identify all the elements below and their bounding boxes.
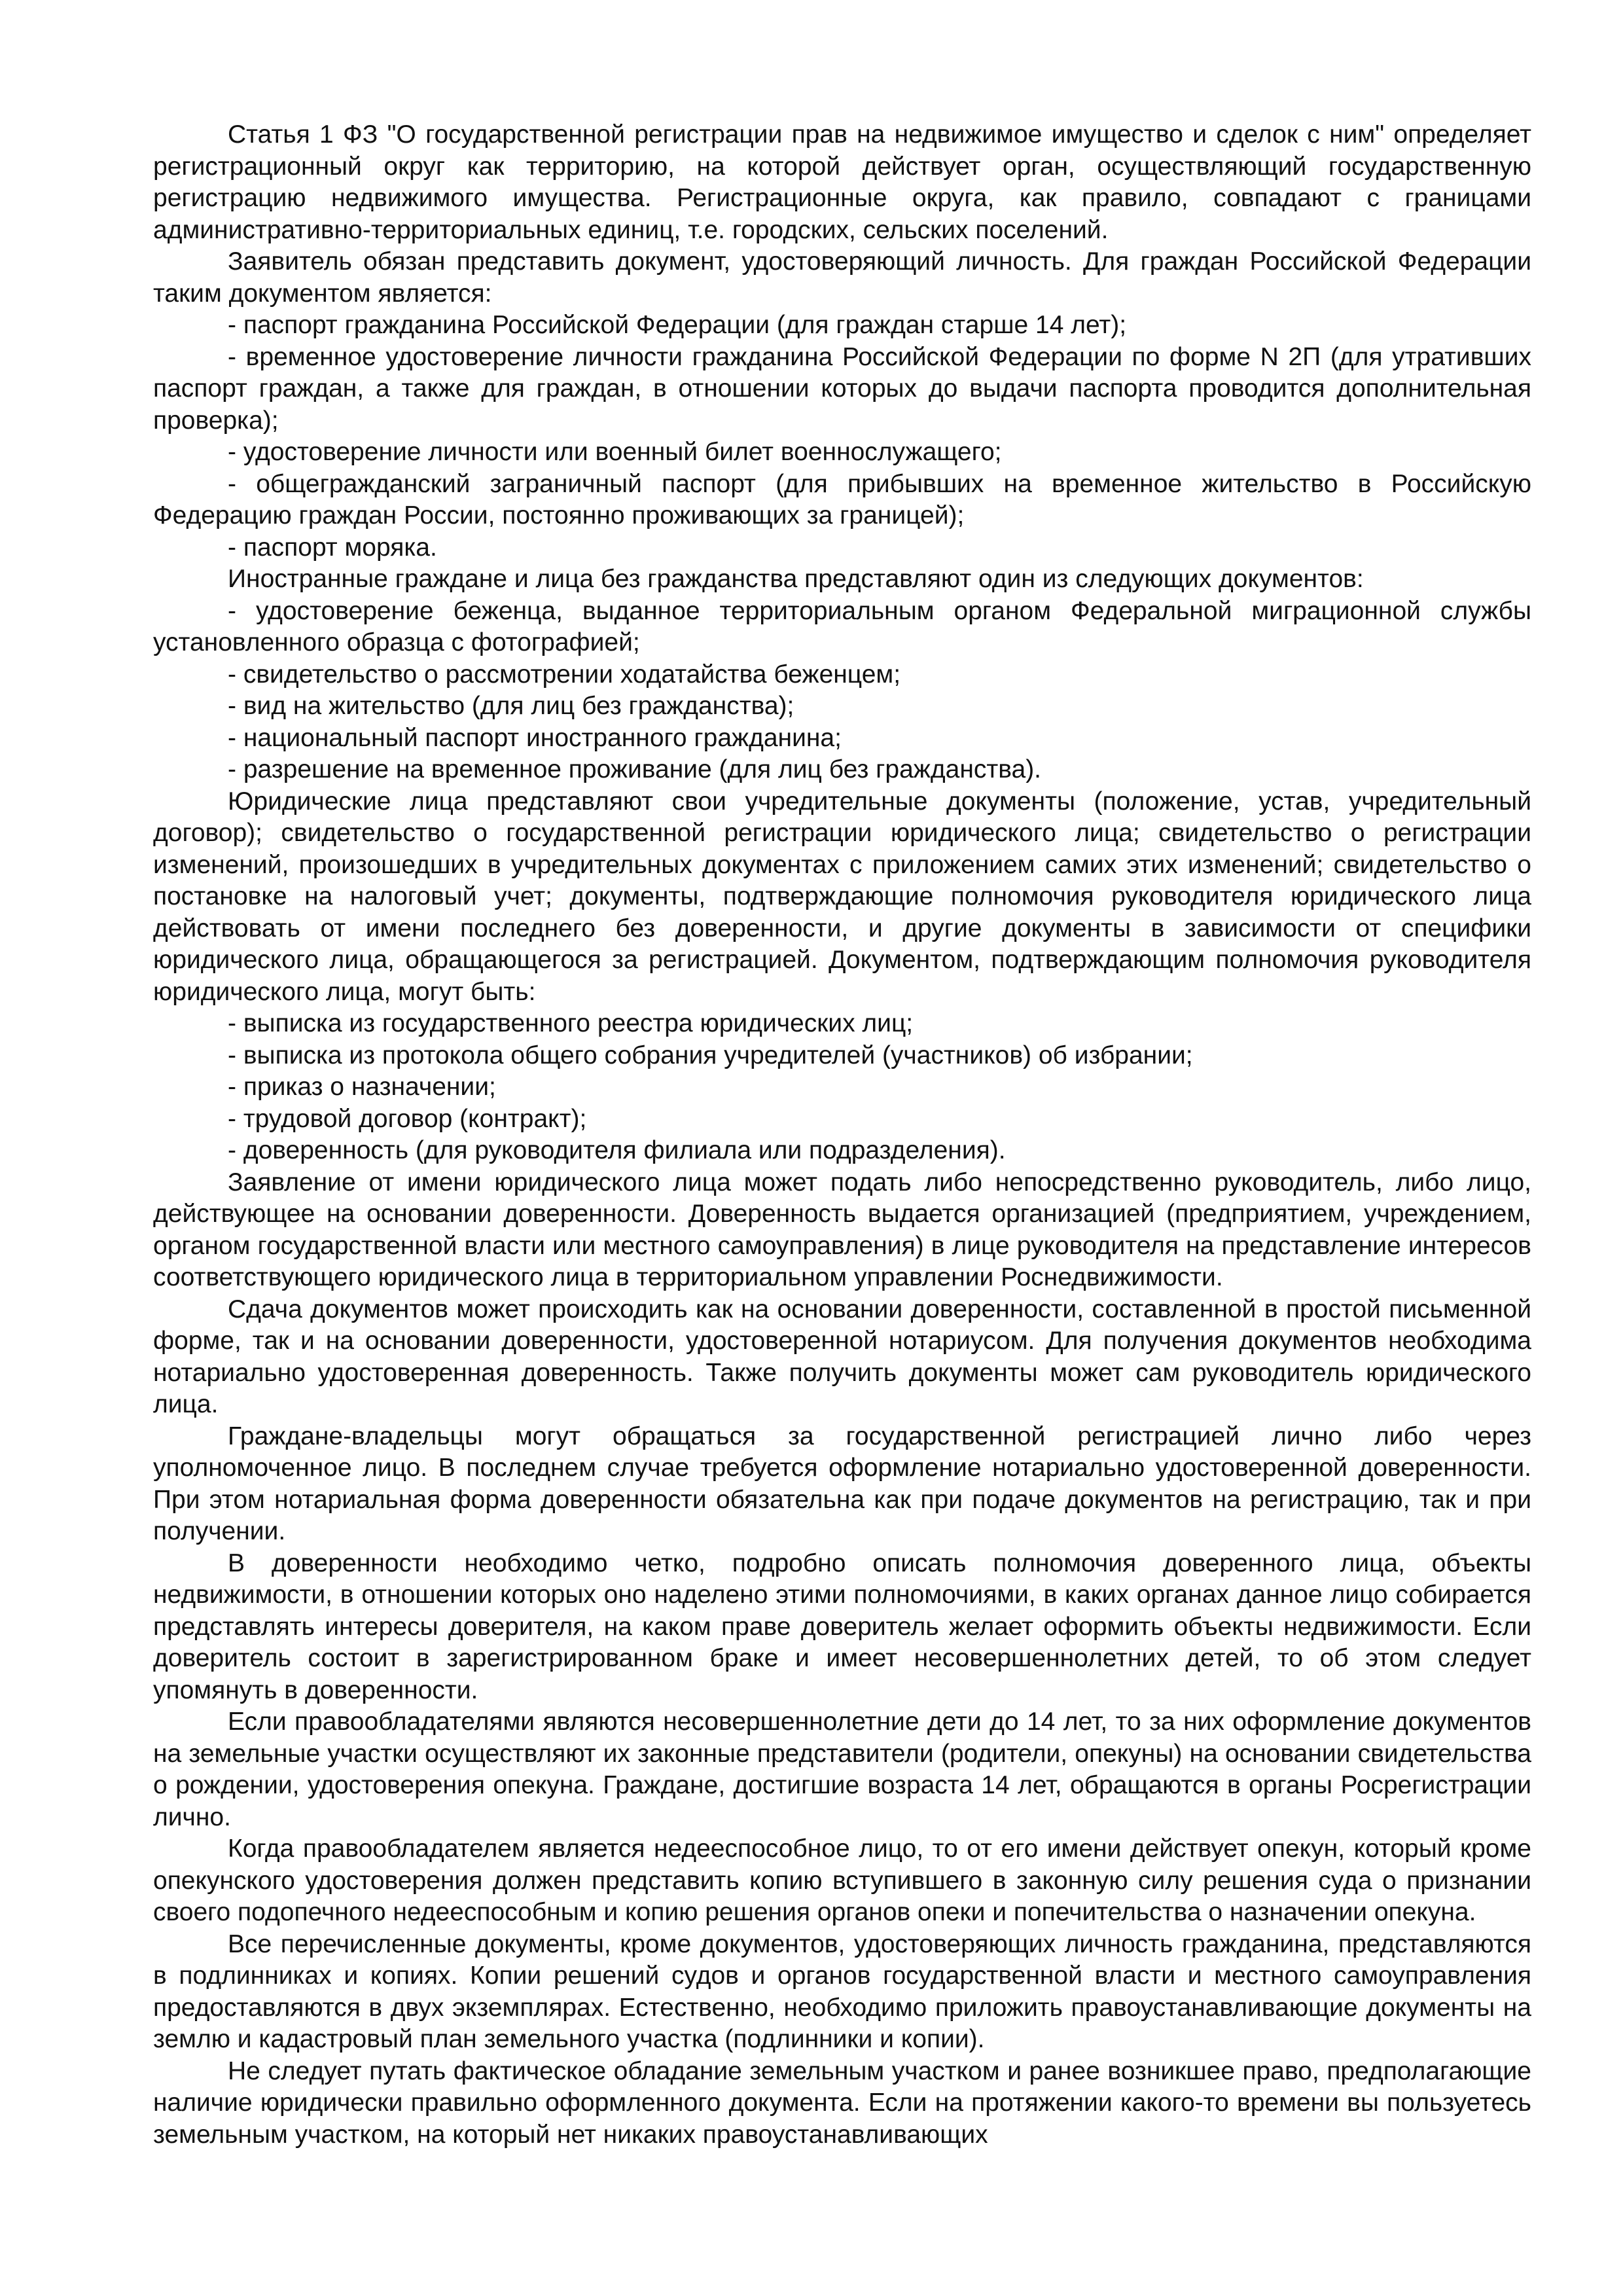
list-item: - приказ о назначении; xyxy=(228,1073,496,1101)
list-item: - временное удостоверение личности гражданина Российской Федерации по форме N 2П (для утративших паспорт граждан, а также для граждан, в отношении которых до выдачи паспорта проводится дополнительная проверка); xyxy=(153,342,1531,435)
paragraph-submission: Сдача документов может происходить как на основании доверенности, составленной в простой письменной форме, так и на основании доверенности, удостоверенной нотариусом. Для получения документов необходима нотариально удостоверенная доверенность. Также получить документы может сам руководитель юридического лица. xyxy=(153,1295,1531,1418)
document-body xyxy=(153,119,1531,2151)
paragraph-application: Заявление от имени юридического лица может подать либо непосредственно руководитель, либо лицо, действующее на основании доверенности. Доверенность выдается организацией (предприятием, учреждением, органом государственной власти или местного самоуправления) в лице руководителя на представление интересов соответствующего юридического лица в территориальном управлении Роснедвижимости. xyxy=(153,1168,1531,1291)
paragraph-owners: Граждане-владельцы могут обращаться за государственной регистрацией лично либо через уполномоченное лицо. В последнем случае требуется оформление нотариально удостоверенной доверенности. При этом нотариальная форма доверенности обязательна как при подаче документов на регистрацию, так и при получении. xyxy=(153,1422,1531,1545)
list-item: - вид на жительство (для лиц без гражданства); xyxy=(228,692,794,720)
list-item: - общегражданский заграничный паспорт (для прибывших на временное жительство в Российскую Федерацию граждан России, постоянно проживающих за границей); xyxy=(153,469,1531,529)
paragraph-power-of-attorney: В доверенности необходимо четко, подробно описать полномочия доверенного лица, объекты недвижимости, в отношении которых оно наделено этими полномочиями, в каких органах данное лицо собирается представлять интересы доверителя, на каком праве доверитель желает оформить объекты недвижимости. Если доверитель состоит в зарегистрированном браке и имеет несовершеннолетних детей, то об этом следует упомянуть в доверенности. xyxy=(153,1549,1531,1704)
paragraph-foreigners: Иностранные граждане и лица без гражданства представляют один из следующих документов: xyxy=(228,565,1364,593)
list-item: - паспорт гражданина Российской Федерации (для граждан старше 14 лет); xyxy=(228,311,1127,339)
list-item: - паспорт моряка. xyxy=(228,533,437,562)
paragraph-actual-possession: Не следует путать фактическое обладание земельным участком и ранее возникшее право, предполагающие наличие юридически правильно оформленного документа. Если на протяжении какого-то времени вы пользуетесь земельным участком, на который нет никаких правоустанавливающих xyxy=(153,2056,1531,2149)
list-item: - доверенность (для руководителя филиала или подразделения). xyxy=(228,1136,1006,1164)
paragraph-applicant-id: Заявитель обязан представить документ, удостоверяющий личность. Для граждан Российской Федерации таким документом является: xyxy=(153,247,1531,308)
list-item: - свидетельство о рассмотрении ходатайства беженцем; xyxy=(228,660,901,689)
list-item: - выписка из протокола общего собрания учредителей (участников) об избрании; xyxy=(228,1041,1193,1069)
list-item: - выписка из государственного реестра юридических лиц; xyxy=(228,1009,914,1037)
list-item: - удостоверение беженца, выданное территориальным органом Федеральной миграционной службы установленного образца с фотографией; xyxy=(153,596,1531,656)
list-item: - национальный паспорт иностранного гражданина; xyxy=(228,723,842,752)
list-item: - удостоверение личности или военный билет военнослужащего; xyxy=(228,438,1002,466)
list-item: - трудовой договор (контракт); xyxy=(228,1104,587,1133)
paragraph-minors: Если правообладателями являются несовершеннолетние дети до 14 лет, то за них оформление документов на земельные участки осуществляют их законные представители (родители, опекуны) на основании свидетельства о рождении, удостоверения опекуна. Граждане, достигшие возраста 14 лет, обращаются в органы Росрегистрации лично. xyxy=(153,1708,1531,1831)
paragraph-legal-entities: Юридические лица представляют свои учредительные документы (положение, устав, учредительный договор); свидетельство о государственной регистрации юридического лица; свидетельство о регистрации изменений, произошедших в учредительных документах с приложением самих этих изменений; свидетельство о постановке на налоговый учет; документы, подтверждающие полномочия руководителя юридического лица действовать от имени последнего без доверенности, и другие документы в зависимости от специфики юридического лица, обращающегося за регистрацией. Документом, подтверждающим полномочия руководителя юридического лица, могут быть: xyxy=(153,787,1531,1006)
paragraph-article-1: Статья 1 ФЗ "О государственной регистрации прав на недвижимое имущество и сделок с ним" определяет регистрационный округ как территорию, на которой действует орган, осуществляющий государственную регистрацию недвижимого имущества. Регистрационные округа, как правило, совпадают с границами административно-территориальных единиц, т.е. городских, сельских поселений. xyxy=(153,120,1531,244)
list-item: - разрешение на временное проживание (для лиц без гражданства). xyxy=(228,755,1042,783)
paragraph-incapable: Когда правообладателем является недееспособное лицо, то от его имени действует опекун, который кроме опекунского удостоверения должен представить копию вступившего в законную силу решения суда о признании своего подопечного недееспособным и копию решения органов опеки и попечительства о назначении опекуна. xyxy=(153,1835,1531,1926)
paragraph-originals-copies: Все перечисленные документы, кроме документов, удостоверяющих личность гражданина, представляются в подлинниках и копиях. Копии решений судов и органов государственной власти и местного самоуправления предоставляются в двух экземплярах. Естественно, необходимо приложить правоустанавливающие документы на землю и кадастровый план земельного участка (подлинники и копии). xyxy=(153,1929,1531,2053)
